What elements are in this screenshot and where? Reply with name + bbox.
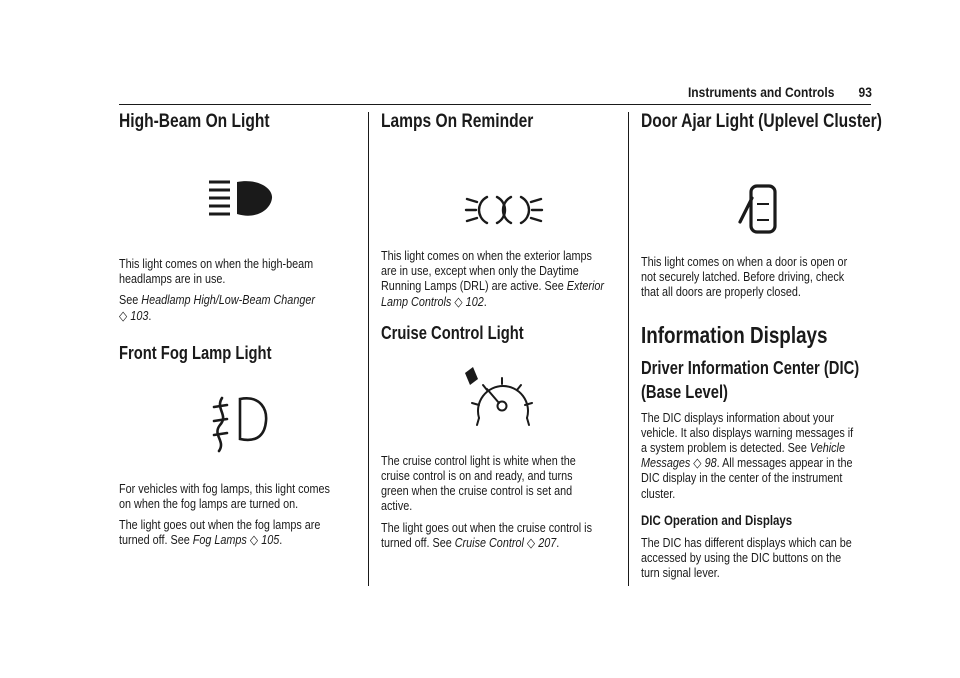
xref-link[interactable]: Fog Lamps — [192, 532, 247, 548]
page-ref[interactable]: 207 — [538, 534, 557, 550]
door-ajar-icon — [641, 134, 877, 234]
xref-link[interactable]: Messages — [641, 455, 691, 471]
page-ref[interactable]: 102 — [465, 293, 484, 309]
column-1 — [119, 110, 355, 548]
page-ref-icon: ◇ — [526, 534, 536, 550]
fog-lamp-icon — [119, 365, 355, 465]
page-ref[interactable]: 98 — [704, 455, 717, 471]
paragraph: This light comes on when the high-beam headlamps are in use. — [119, 256, 314, 287]
heading-front-fog: Front Fog Lamp Light — [119, 342, 272, 363]
page-number: 93 — [858, 84, 872, 100]
page-ref[interactable]: 103 — [130, 307, 149, 323]
column-3 — [641, 110, 882, 581]
heading-door-ajar: Door Ajar Light (Uplevel Cluster) — [641, 111, 882, 132]
paragraph: The cruise control light is white when the cruise control is on and ready, and turns green when the cruise control is set and active. — [381, 452, 576, 514]
paragraph: The DIC displays information about your vehicle. It also displays warning messages if a system problem is detected. See Vehicle Messages ◇ 98. All messages appear in the DIC display in the center of the instrument cluster. — [641, 409, 854, 501]
paragraph: This light comes on when a door is open or not securely latched. Before driving, check that all doors are properly closed. — [641, 254, 848, 300]
paragraph: The light goes out when the cruise control is turned off. See Cruise Control ◇ 207. — [381, 519, 592, 550]
page-ref[interactable]: 105 — [261, 532, 280, 548]
column-divider — [628, 112, 629, 586]
paragraph: For vehicles with fog lamps, this light comes on when the fog lamps are turned on. — [119, 480, 330, 512]
heading-high-beam: High-Beam On Light — [119, 111, 270, 132]
column-2 — [381, 110, 617, 550]
xref-link[interactable]: Exterior — [566, 278, 604, 294]
heading-cruise: Cruise Control Light — [381, 322, 524, 343]
xref-link[interactable]: Cruise Control — [454, 534, 524, 550]
running-header — [688, 84, 872, 100]
cruise-control-icon — [381, 345, 617, 445]
heading-information-displays: Information Displays — [641, 321, 828, 348]
heading-dic-operation: DIC Operation and Displays — [641, 511, 793, 528]
xref-link[interactable]: Lamp Controls — [381, 293, 452, 309]
heading-dic: Driver Information Center (DIC) (Base Level) — [641, 357, 860, 402]
page-ref-icon: ◇ — [119, 307, 128, 323]
paragraph: The DIC has different displays which can be accessed by using the DIC buttons on the turn signal lever. — [641, 534, 852, 581]
column-divider — [368, 112, 369, 586]
xref-link[interactable]: Headlamp High/Low-Beam Changer — [141, 292, 315, 308]
page-ref-icon: ◇ — [454, 293, 463, 309]
paragraph: See Headlamp High/Low-Beam Changer ◇ 103. — [119, 292, 315, 323]
paragraph: The light goes out when the fog lamps are turned off. See Fog Lamps ◇ 105. — [119, 517, 321, 548]
lamps-on-icon — [381, 134, 617, 230]
header-rule — [119, 104, 871, 105]
heading-lamps-on: Lamps On Reminder — [381, 111, 534, 132]
page-ref-icon: ◇ — [693, 455, 702, 471]
paragraph: This light comes on when the exterior lamps are in use, except when only the Daytime Running Lamps (DRL) are active. See Exterior Lamp Controls ◇ 102. — [381, 248, 604, 309]
xref-link[interactable]: Vehicle — [809, 440, 845, 456]
page-ref-icon: ◇ — [249, 532, 259, 548]
section-title: Instruments and Controls — [688, 84, 835, 100]
high-beam-icon — [119, 134, 355, 224]
